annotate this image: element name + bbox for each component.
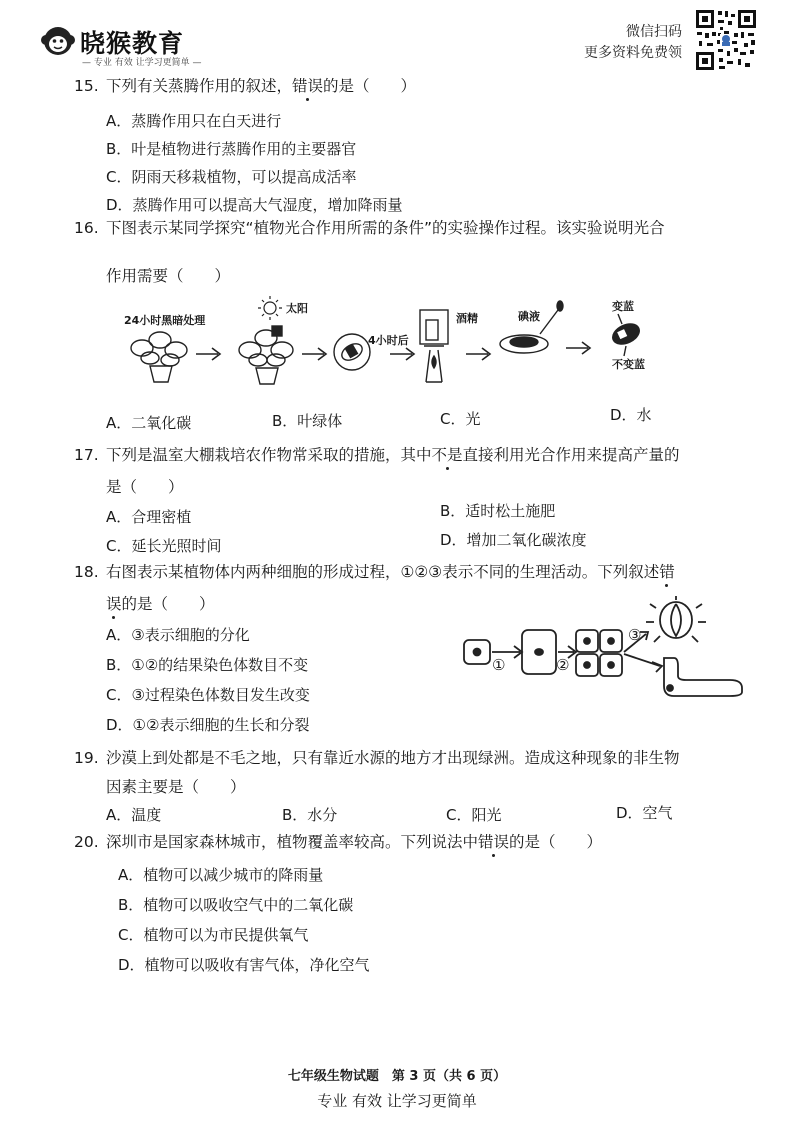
potted-plant-light-icon [239, 326, 293, 384]
q19-option-c: C．阳光 [446, 806, 502, 824]
potted-plant-dark-icon [131, 332, 187, 382]
question-19-stem-cont: 因素主要是（ ） [106, 778, 246, 796]
q19-option-d: D．空气 [616, 804, 673, 822]
q20-option-b: B．植物可以吸收空气中的二氧化碳 [118, 896, 354, 914]
label-sun: 太阳 [286, 302, 308, 315]
question-17-stem: 17. 下列是温室大棚栽培农作物常采取的措施，其中不是直接利用光合作用来提高产量的 [74, 446, 680, 464]
q17-option-c: C．延长光照时间 [106, 537, 222, 555]
q15-option-c: C．阴雨天移栽植物，可以提高成活率 [106, 168, 357, 186]
process-label-1: ① [492, 656, 506, 674]
q16-option-c: C．光 [440, 410, 481, 428]
question-number: 17. [74, 446, 99, 464]
question-16-stem-cont: 作用需要（ ） [106, 267, 231, 285]
page-footer-info: 七年级生物试题 第 3 页（共 6 页） [287, 1069, 507, 1084]
label-4-hours: 4小时后 [368, 334, 409, 347]
q17-option-b: B．适时松土施肥 [440, 502, 556, 520]
q20-option-c: C．植物可以为市民提供氧气 [118, 926, 309, 944]
q18-option-c: C．③过程染色体数目发生改变 [106, 686, 310, 704]
q16-option-a: A．二氧化碳 [106, 414, 192, 432]
q18-option-b: B．①②的结果染色体数目不变 [106, 656, 309, 674]
process-label-3: ③ [628, 626, 642, 644]
question-number: 19. [74, 749, 99, 767]
qr-caption-line1: 微信扫码 [626, 24, 682, 40]
detached-leaf-icon [334, 334, 370, 370]
q18-option-a: A．③表示细胞的分化 [106, 626, 250, 644]
page-footer-slogan: 专业 有效 让学习更简单 [317, 1092, 477, 1110]
question-17-stem-cont: 是（ ） [106, 478, 184, 496]
sun-icon [258, 296, 282, 320]
emphasis-dots: 错 [659, 563, 675, 581]
question-15-stem: 15. 下列有关蒸腾作用的叙述，错误的是（ ） [74, 77, 417, 95]
question-20-stem: 20. 深圳市是国家森林城市，植物覆盖率较高。下列说法中错误的是（ ） [74, 833, 603, 851]
process-label-2: ② [556, 656, 570, 674]
monkey-logo-icon [40, 24, 76, 60]
q20-option-a: A．植物可以减少城市的降雨量 [118, 866, 324, 884]
label-not-blue: 不变蓝 [612, 358, 645, 371]
q15-option-d: D．蒸腾作用可以提高大气湿度，增加降雨量 [106, 196, 403, 214]
q15-option-b: B．叶是植物进行蒸腾作用的主要器官 [106, 140, 357, 158]
logo-slogan: — 专业 有效 让学习更简单 — [82, 58, 202, 68]
qr-caption-line2: 更多资料免费领 [584, 45, 682, 61]
question-number: 18. [74, 563, 99, 581]
q17-option-a: A．合理密植 [106, 508, 192, 526]
q18-option-d: D．①②表示细胞的生长和分裂 [106, 716, 310, 734]
label-alcohol: 酒精 [456, 312, 478, 325]
question-number: 20. [74, 833, 99, 851]
question-18-stem-cont: 误的是（ ） [106, 595, 215, 613]
q17-option-d: D．增加二氧化碳浓度 [440, 531, 587, 549]
brand-logo [40, 22, 210, 66]
question-number: 16. [74, 219, 99, 237]
label-iodine: 碘液 [518, 310, 540, 323]
q16-option-d: D．水 [610, 406, 652, 424]
result-leaf-icon [610, 314, 643, 356]
q19-option-b: B．水分 [282, 806, 338, 824]
q16-experiment-figure [120, 290, 680, 390]
q18-cell-division-figure [460, 596, 750, 706]
qr-caption [584, 22, 682, 64]
experiment-drawing [120, 290, 680, 390]
question-18-stem: 18. 右图表示某植物体内两种细胞的形成过程，①②③表示不同的生理活动。下列叙述错 [74, 563, 675, 581]
q20-option-d: D．植物可以吸收有害气体，净化空气 [118, 956, 370, 974]
label-dark-treatment: 24小时黑暗处理 [124, 314, 206, 327]
emphasis-dots: 不是 [431, 446, 463, 464]
qr-code-icon[interactable] [694, 8, 758, 72]
logo-text: 晓猴教育 [80, 29, 185, 58]
label-turns-blue: 变蓝 [612, 300, 634, 313]
emphasis-dots: 误 [106, 595, 122, 613]
cell-division-drawing [460, 596, 750, 706]
q16-option-b: B．叶绿体 [272, 412, 343, 430]
emphasis-dots: 错误 [292, 77, 324, 95]
question-19-stem: 19. 沙漠上到处都是不毛之地，只有靠近水源的地方才出现绿洲。造成这种现象的非生物 [74, 749, 680, 767]
water-bath-beaker-icon [420, 310, 448, 382]
question-number: 15. [74, 77, 99, 95]
emphasis-dots: 错误 [478, 833, 510, 851]
q15-option-a: A．蒸腾作用只在白天进行 [106, 112, 282, 130]
q19-option-a: A．温度 [106, 806, 162, 824]
iodine-dish-icon [500, 301, 563, 353]
question-16-stem: 16. 下图表示某同学探究“植物光合作用所需的条件”的实验操作过程。该实验说明光合 [74, 219, 665, 237]
